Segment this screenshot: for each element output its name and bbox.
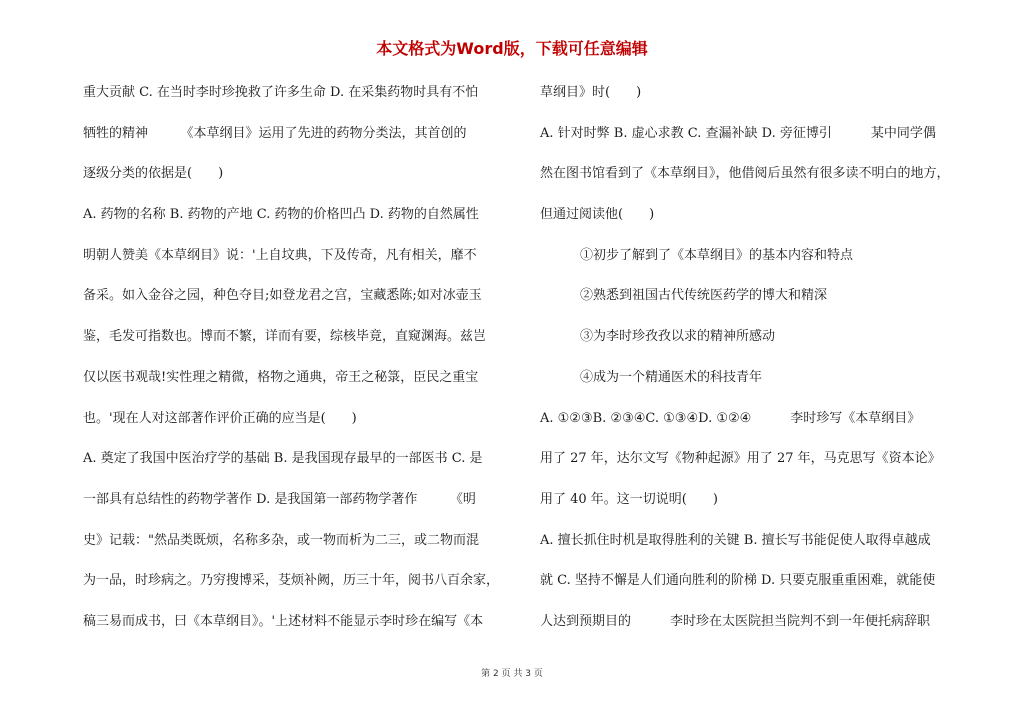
option-line: ②熟悉到祖国古代传统医药学的博大和精深 xyxy=(580,288,828,304)
option-line: ④成为一个精通医术的科技青年 xyxy=(580,369,763,385)
text-line: A. 奠定了我国中医治疗学的基础 B. 是我国现存最早的一部医书 C. 是 xyxy=(83,451,483,467)
text-line: A. 针对时弊 B. 虚心求教 C. 查漏补缺 D. 旁征博引 某中同学偶 xyxy=(540,125,936,141)
left-column xyxy=(83,80,503,650)
page-indicator: 第 2 页 共 3 页 xyxy=(481,669,543,679)
document-banner: 本文格式为Word版，下载可任意编辑 xyxy=(376,39,648,58)
text-line: 史》记载："然品类既烦，名称多杂，或一物而析为二三，或二物而混 xyxy=(83,532,479,548)
option-line: ①初步了解到了《本草纲目》的基本内容和特点 xyxy=(580,247,854,263)
text-line: 但通过阅读他( ) xyxy=(540,207,655,223)
text-line: 鉴，毛发可指数也。博而不繁，详而有要，综核毕竟，直窥渊海。兹岂 xyxy=(83,329,487,345)
text-line: 仅以医书观哉!实性理之精微，格物之通典，帝王之秘箓，臣民之重宝 xyxy=(83,369,479,385)
text-line: 明朝人赞美《本草纲目》说：'上自坟典，下及传奇，凡有相关，靡不 xyxy=(83,247,477,263)
text-line: 草纲目》时( ) xyxy=(540,85,642,100)
text-line: A. 药物的名称 B. 药物的产地 C. 药物的价格凹凸 D. 药物的自然属性 xyxy=(83,207,479,223)
text-line: 用了 40 年。这一切说明( ) xyxy=(540,491,718,507)
text-line: 就 C. 坚持不懈是人们通向胜利的阶梯 D. 只要克服重重困难，就能使 xyxy=(540,573,936,589)
option-line: ③为李时珍孜孜以求的精神所感动 xyxy=(580,329,776,345)
text-line: A. ①②③B. ②③④C. ①③④D. ①②④ 李时珍写《本草纲目》 xyxy=(540,410,921,426)
text-line: 逐级分类的依据是( ) xyxy=(83,166,224,182)
text-line: 稿三易而成书，曰《本草纲目》。'上述材料不能显示李时珍在编写《本 xyxy=(83,613,484,629)
text-line: 备采。如入金谷之园，种色夺目;如登龙君之宫，宝藏悉陈;如对冰壶玉 xyxy=(83,288,482,304)
text-line: 为一品，时珍病之。乃穷搜博采，芟烦补阙，历三十年，阅书八百余家， xyxy=(83,573,500,589)
text-line: 用了 27 年，达尔文写《物种起源》用了 27 年，马克思写《资本论》 xyxy=(540,451,941,467)
right-column xyxy=(540,80,980,650)
text-line: 然在图书馆看到了《本草纲目》，他借阅后虽然有很多读不明白的地方， xyxy=(540,166,950,182)
text-line: 人达到预期目的 李时珍在太医院担当院判不到一年便托病辞职 xyxy=(540,613,931,629)
text-line: A. 擅长抓住时机是取得胜利的关键 B. 擅长写书能促使人取得卓越成 xyxy=(540,532,931,548)
text-line: 重大贡献 C. 在当时李时珍挽救了许多生命 D. 在采集药物时具有不怕 xyxy=(83,85,479,100)
text-line: 牺牲的精神 《本草纲目》运用了先进的药物分类法，其首创的 xyxy=(83,125,467,141)
text-line: 一部具有总结性的药物学著作 D. 是我国第一部药物学著作 《明 xyxy=(83,491,476,507)
text-line: 也。'现在人对这部著作评价正确的应当是( ) xyxy=(83,410,357,426)
